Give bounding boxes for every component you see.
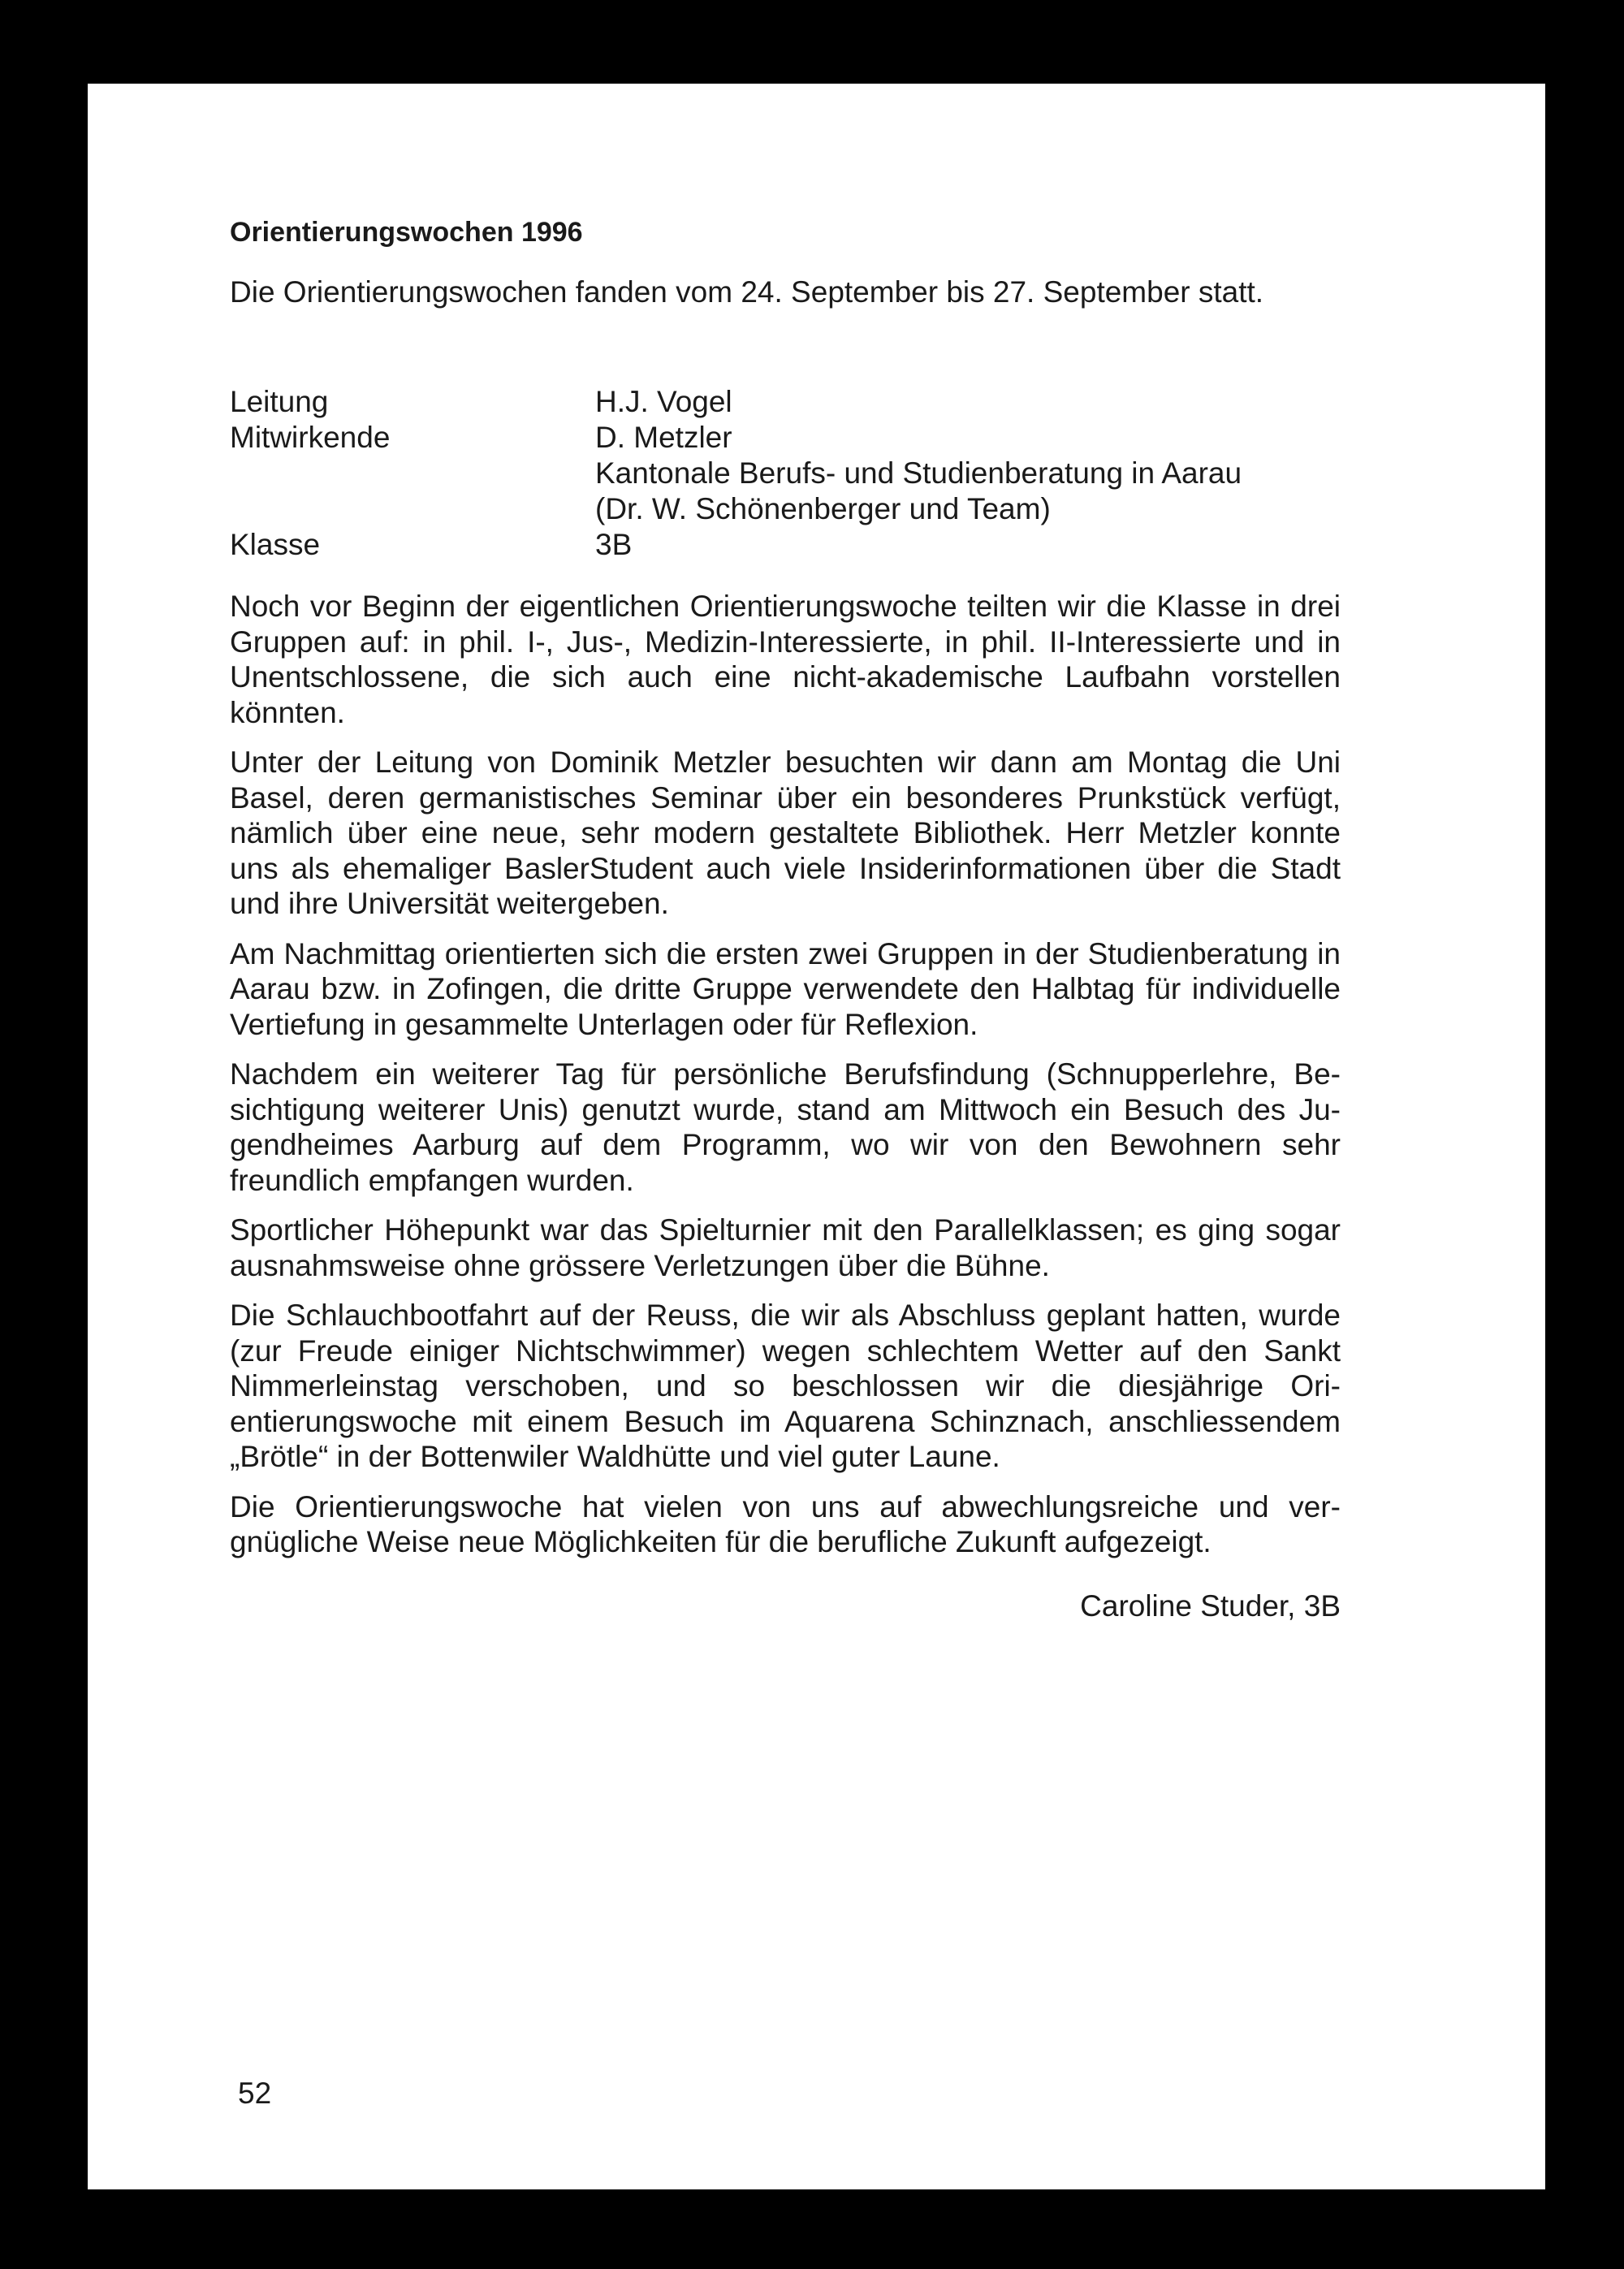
meta-label: Klasse	[230, 528, 321, 561]
paragraph: Die Orientierungswoche hat vielen von uns auf abwechlungsreiche und vergnügliche Weise neue Möglichkeiten für die berufliche Zukunft aufgezeigt.	[230, 1489, 1341, 1558]
meta-value-line: H.J. Vogel	[595, 385, 732, 418]
meta-value	[595, 420, 1341, 527]
paragraph: Die Schlauchbootfahrt auf der Reuss, die wir als Abschluss geplant hatten, wurde (zur Freude einiger Nichtschwimmer) wegen schlechtem Wetter auf den Sankt Nimmerleinstag verschoben, und so beschlossen wir die diesjährige Orientierungswoche mit einem Besuch im Aquarena Schinznach, anschliessendem „Brötle“ in der Bottenwiler Waldhütte und viel guter Laune.	[230, 1299, 1341, 1473]
document-content	[230, 214, 1341, 1625]
meta-value-line: Kantonale Berufs- und Studienberatung in Aarau	[595, 456, 1242, 490]
meta-value	[595, 527, 1341, 563]
meta-value-line: D. Metzler	[595, 421, 732, 454]
meta-row-leitung	[230, 384, 1341, 420]
meta-value-line: 3B	[595, 528, 633, 561]
page-number: 52	[238, 2077, 272, 2110]
paragraph: Unter der Leitung von Dominik Metzler besuchten wir dann am Montag die Uni Basel, deren germanistisches Seminar über ein besonderes Prunkstück verfügt, nämlich über eine neue, sehr modern gestaltete Bibliothek. Herr Metzler konnte uns als ehemaliger BaslerStudent auch viele Insiderinformationen über die Stadt und ihre Universität weitergeben.	[230, 746, 1341, 920]
meta-row-klasse	[230, 527, 1341, 563]
author-signature: Caroline Studer, 3B	[1080, 1588, 1341, 1623]
paragraph: Nachdem ein weiterer Tag für persönliche Berufsfindung (Schnupperlehre, Besichtigung weiterer Unis) genutzt wurde, stand am Mittwoch ein Besuch des Jugendheimes Aarburg auf dem Programm, wo wir von den Bewohnern sehr freundlich empfangen wurden.	[230, 1057, 1341, 1197]
meta-value-line: (Dr. W. Schönenberger und Team)	[595, 492, 1051, 525]
paragraph: Am Nachmittag orientierten sich die ersten zwei Gruppen in der Studienberatung in Aarau bzw. in Zofingen, die dritte Gruppe verwendete den Halbtag für individuelle Vertiefung in gesammelte Unterlagen oder für Reflexion.	[230, 936, 1341, 1041]
paragraph: Noch vor Beginn der eigentlichen Orientierungswoche teilten wir die Klasse in drei Gruppen auf: in phil. I-, Jus-, Medizin-Interessierte, in phil. II-Interessierte und in Unentschlossene, die sich auch eine nicht-akademische Laufbahn vorstellen könnten.	[230, 590, 1341, 729]
document-title: Orientierungswochen 1996	[230, 217, 583, 248]
meta-label: Mitwirkende	[230, 421, 391, 454]
meta-row-mitwirkende	[230, 420, 1341, 527]
meta-value	[595, 384, 1341, 420]
meta-label: Leitung	[230, 385, 329, 418]
article-body	[230, 589, 1341, 1560]
paragraph: Sportlicher Höhepunkt war das Spielturnier mit den Parallelklassen; es ging sogar ausnahmsweise ohne grössere Verletzungen über die Bühne.	[230, 1213, 1341, 1282]
intro-text: Die Orientierungswochen fanden vom 24. September bis 27. September statt.	[230, 275, 1264, 309]
meta-info	[230, 384, 1341, 563]
document-page	[88, 84, 1545, 2189]
